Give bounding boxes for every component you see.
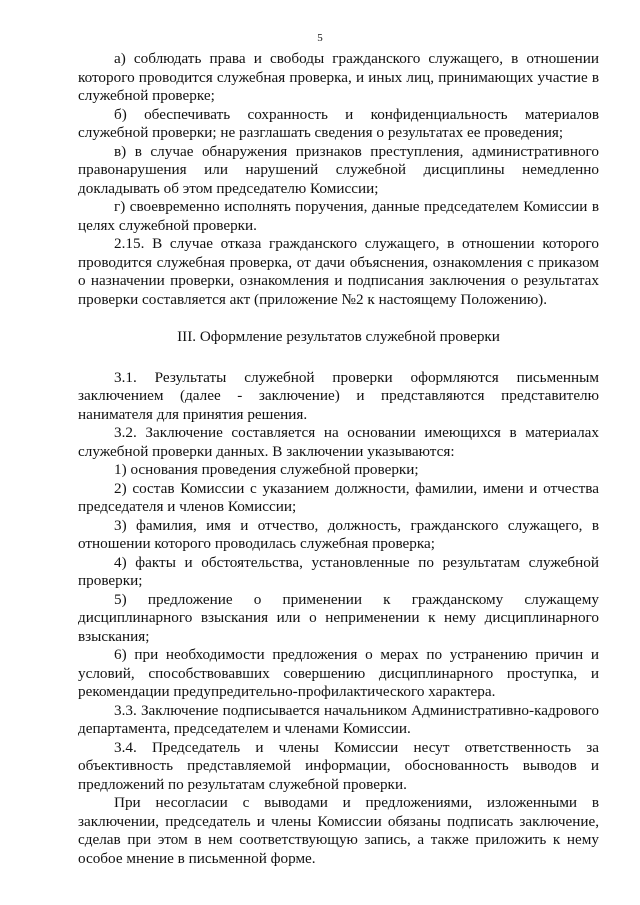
list-item-2: 2) состав Комиссии с указанием должности, фамилии, имени и отчества председателя и членов Комиссии; (78, 479, 599, 515)
paragraph-3-4: 3.4. Председатель и члены Комиссии несут ответственность за объективность представляемой информации, обоснованность выводов и предложений по результатам служебной проверки. (78, 738, 599, 793)
document-body (78, 50, 599, 868)
section-heading: III. Оформление результатов служебной проверки (177, 328, 500, 345)
list-item-6: 6) при необходимости предложения о мерах по устранению причин и условий, способствовавших совершению дисциплинарного проступка, и рекомендации предупредительно-профилактического характера. (78, 646, 599, 700)
list-item-4: 4) факты и обстоятельства, установленные по результатам служебной проверки; (78, 553, 599, 589)
paragraph-3-1: 3.1. Результаты служебной проверки оформляются письменным заключением (далее - заключение) и представляются представителю нанимателя для принятия решения. (78, 368, 599, 423)
list-item-5: 5) предложение о применении к гражданскому служащему дисциплинарного взыскания или о неприменении к нему дисциплинарного взыскания; (78, 590, 599, 645)
paragraph-3-3: 3.3. Заключение подписывается начальником Административно-кадрового департамента, председателем и членами Комиссии. (78, 701, 599, 737)
paragraph-duty-b: б) обеспечивать сохранность и конфиденциальность материалов служебной проверки; не разглашать сведения о результатах ее проведения; (78, 105, 599, 141)
page-number: 5 (317, 32, 323, 44)
paragraph-disagreement: При несогласии с выводами и предложениями, изложенными в заключении, председатель и члены Комиссии обязаны подписать заключение, сделав при этом в нем соответствующую запись, а также приложить к нему особое мнение в письменной форме. (78, 794, 599, 867)
paragraph-duty-g: г) своевременно исполнять поручения, данные председателем Комиссии в целях служебной проверки. (78, 198, 599, 234)
paragraph-3-2: 3.2. Заключение составляется на основании имеющихся в материалах служебной проверки данных. В заключении указываются: (78, 424, 599, 460)
paragraph-duty-v: в) в случае обнаружения признаков преступления, административного правонарушения или нарушений служебной дисциплины немедленно докладывать об этом председателю Комиссии; (78, 142, 599, 197)
paragraph-2-15: 2.15. В случае отказа гражданского служащего, в отношении которого проводится служебная проверка, от дачи объяснения, ознакомления с приказом о назначении проверки, ознакомления и подписания заключения о результатах проверки составляется акт (приложение №2 к настоящему Положению). (78, 235, 599, 308)
list-item-3: 3) фамилия, имя и отчество, должность, гражданского служащего, в отношении которого проводилась служебная проверка; (78, 516, 599, 552)
paragraph-duty-a: а) соблюдать права и свободы гражданского служащего, в отношении которого проводится служебная проверка, и иных лиц, принимающих участие в служебной проверке; (78, 50, 599, 104)
list-item-1: 1) основания проведения служебной проверки; (114, 461, 419, 478)
